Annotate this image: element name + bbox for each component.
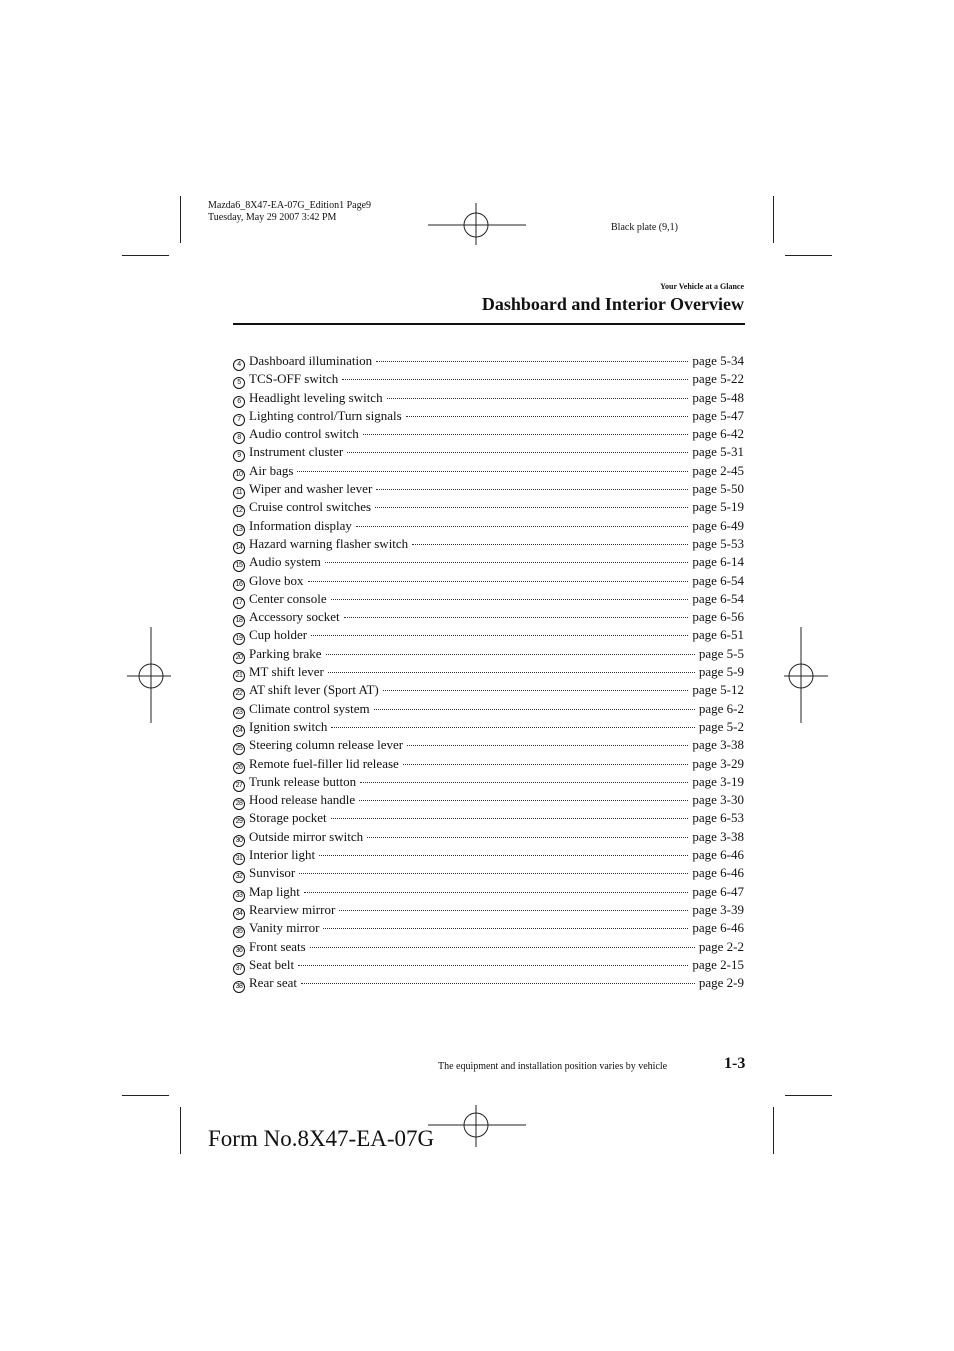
item-page-ref: page 5-47: [692, 407, 744, 423]
list-item: [233, 553, 744, 571]
title-divider: [233, 323, 745, 325]
list-item: [233, 407, 744, 425]
registration-mark-icon: [428, 1105, 526, 1147]
registration-mark-icon: [428, 203, 526, 245]
list-item: [233, 480, 744, 498]
page-number: 1-3: [724, 1055, 746, 1072]
item-label: Sunvisor: [249, 865, 296, 881]
print-meta-line1: Mazda6_8X47-EA-07G_Edition1 Page9: [208, 200, 372, 211]
item-label: Air bags: [249, 462, 294, 478]
print-meta: [208, 200, 371, 224]
list-item: [233, 498, 744, 516]
dot-leader: [367, 836, 688, 838]
dot-leader: [407, 744, 688, 746]
item-label: AT shift lever (Sport AT): [249, 682, 379, 698]
item-number-badge: 35: [233, 926, 245, 938]
list-item: [233, 370, 744, 388]
item-number-badge: 22: [233, 688, 245, 700]
item-number-badge: 19: [233, 633, 245, 645]
item-page-ref: page 3-29: [692, 755, 744, 771]
list-item: [233, 389, 744, 407]
item-label: Instrument cluster: [249, 444, 344, 460]
item-page-ref: page 6-54: [692, 572, 744, 588]
item-number-badge: 21: [233, 670, 245, 682]
item-number-badge: 23: [233, 707, 245, 719]
dot-leader: [342, 378, 688, 380]
dot-leader: [308, 580, 689, 582]
item-page-ref: page 5-2: [698, 718, 744, 734]
item-number-badge: 32: [233, 871, 245, 883]
item-label: Parking brake: [249, 645, 322, 661]
item-number-badge: 31: [233, 853, 245, 865]
item-number-badge: 16: [233, 579, 245, 591]
item-page-ref: page 6-53: [692, 810, 744, 826]
dot-leader: [331, 598, 689, 600]
item-page-ref: page 5-31: [692, 444, 744, 460]
item-page-ref: page 6-51: [692, 627, 744, 643]
item-label: Seat belt: [249, 956, 295, 972]
print-meta-line2: Tuesday, May 29 2007 3:42 PM: [208, 212, 337, 223]
list-item: [233, 846, 744, 864]
item-label: Remote fuel-filler lid release: [249, 755, 399, 771]
list-item: [233, 828, 744, 846]
item-number-badge: 13: [233, 524, 245, 536]
item-label: Interior light: [249, 847, 316, 863]
item-number-badge: 14: [233, 542, 245, 554]
list-item: [233, 626, 744, 644]
item-number-badge: 30: [233, 835, 245, 847]
item-page-ref: page 3-30: [692, 792, 744, 808]
item-page-ref: page 2-45: [692, 462, 744, 478]
list-item: [233, 974, 744, 992]
list-item: [233, 700, 744, 718]
item-number-badge: 28: [233, 798, 245, 810]
list-item: [233, 718, 744, 736]
item-number-badge: 20: [233, 652, 245, 664]
item-page-ref: page 3-19: [692, 773, 744, 789]
dot-leader: [412, 543, 688, 545]
item-number-badge: 38: [233, 981, 245, 993]
form-number: Form No.8X47-EA-07G: [208, 1126, 435, 1151]
dot-leader: [376, 360, 688, 362]
list-item: [233, 517, 744, 535]
dot-leader: [311, 634, 688, 636]
dot-leader: [297, 470, 688, 472]
item-number-badge: 24: [233, 725, 245, 737]
item-page-ref: page 5-5: [698, 645, 744, 661]
item-page-ref: page 6-46: [692, 847, 744, 863]
dot-leader: [374, 708, 695, 710]
item-page-ref: page 6-54: [692, 590, 744, 606]
item-page-ref: page 5-48: [692, 389, 744, 405]
item-page-ref: page 5-19: [692, 499, 744, 515]
list-item: [233, 901, 744, 919]
item-label: Steering column release lever: [249, 737, 404, 753]
list-item: [233, 425, 744, 443]
item-page-ref: page 6-2: [698, 700, 744, 716]
item-number-badge: 18: [233, 615, 245, 627]
list-item: [233, 864, 744, 882]
list-item: [233, 663, 744, 681]
item-label: Headlight leveling switch: [249, 389, 383, 405]
item-label: Hood release handle: [249, 792, 356, 808]
item-label: TCS-OFF switch: [249, 371, 339, 387]
item-label: Map light: [249, 883, 300, 899]
item-label: Audio system: [249, 554, 321, 570]
item-number-badge: 29: [233, 816, 245, 828]
list-item: [233, 443, 744, 461]
footer-note: The equipment and installation position varies by vehicle: [438, 1061, 668, 1072]
black-plate-label: Black plate (9,1): [611, 222, 678, 233]
dot-leader: [406, 415, 689, 417]
item-page-ref: page 6-56: [692, 609, 744, 625]
item-page-ref: page 3-38: [692, 828, 744, 844]
item-number-badge: 11: [233, 487, 245, 499]
item-page-ref: page 6-47: [692, 883, 744, 899]
dot-leader: [360, 781, 688, 783]
registration-mark-icon: [127, 627, 171, 723]
item-label: Hazard warning flasher switch: [249, 535, 409, 551]
dot-leader: [376, 488, 688, 490]
item-label: Accessory socket: [249, 609, 340, 625]
dot-leader: [326, 653, 695, 655]
list-item: [233, 956, 744, 974]
item-number-badge: 10: [233, 469, 245, 481]
item-label: Cruise control switches: [249, 499, 372, 515]
item-number-badge: 7: [233, 414, 245, 426]
item-number-badge: 12: [233, 505, 245, 517]
dot-leader: [298, 964, 688, 966]
dot-leader: [323, 927, 688, 929]
item-label: Ignition switch: [249, 718, 328, 734]
item-label: Wiper and washer lever: [249, 481, 373, 497]
item-page-ref: page 2-2: [698, 938, 744, 954]
toc-list: [233, 352, 744, 992]
item-page-ref: page 6-42: [692, 426, 744, 442]
dot-leader: [383, 689, 689, 691]
item-number-badge: 15: [233, 560, 245, 572]
item-label: Storage pocket: [249, 810, 327, 826]
registration-mark-icon: [784, 627, 828, 723]
item-page-ref: page 5-53: [692, 535, 744, 551]
dot-leader: [344, 616, 689, 618]
dot-leader: [299, 872, 688, 874]
item-label: Cup holder: [249, 627, 308, 643]
dot-leader: [331, 726, 695, 728]
item-number-badge: 17: [233, 597, 245, 609]
item-page-ref: page 6-49: [692, 517, 744, 533]
dot-leader: [347, 451, 688, 453]
list-item: [233, 773, 744, 791]
dot-leader: [356, 525, 688, 527]
item-label: Information display: [249, 517, 352, 533]
list-item: [233, 919, 744, 937]
item-number-badge: 37: [233, 963, 245, 975]
list-item: [233, 883, 744, 901]
dot-leader: [403, 763, 689, 765]
list-item: [233, 681, 744, 699]
item-label: Glove box: [249, 572, 304, 588]
page-title: Dashboard and Interior Overview: [481, 294, 744, 314]
item-label: Audio control switch: [249, 426, 359, 442]
list-item: [233, 645, 744, 663]
dot-leader: [363, 433, 689, 435]
item-page-ref: page 5-50: [692, 481, 744, 497]
list-item: [233, 736, 744, 754]
item-page-ref: page 2-9: [698, 975, 744, 991]
item-page-ref: page 2-15: [692, 956, 744, 972]
list-item: [233, 608, 744, 626]
dot-leader: [375, 506, 688, 508]
item-label: Rear seat: [249, 975, 298, 991]
item-label: Front seats: [249, 938, 306, 954]
item-number-badge: 27: [233, 780, 245, 792]
dot-leader: [304, 891, 688, 893]
dot-leader: [301, 982, 695, 984]
dot-leader: [319, 854, 688, 856]
item-label: Climate control system: [249, 700, 370, 716]
item-number-badge: 26: [233, 762, 245, 774]
item-number-badge: 6: [233, 396, 245, 408]
dot-leader: [359, 799, 688, 801]
item-page-ref: page 3-38: [692, 737, 744, 753]
item-label: Dashboard illumination: [249, 353, 373, 368]
list-item: [233, 535, 744, 553]
list-item: [233, 572, 744, 590]
item-label: Center console: [249, 590, 327, 606]
item-number-badge: 34: [233, 908, 245, 920]
item-page-ref: page 5-34: [692, 353, 744, 368]
item-number-badge: 9: [233, 450, 245, 462]
item-page-ref: page 3-39: [692, 901, 744, 917]
section-label: Your Vehicle at a Glance: [660, 282, 744, 291]
list-item: [233, 590, 744, 608]
dot-leader: [387, 397, 689, 399]
dot-leader: [339, 909, 688, 911]
list-item: [233, 938, 744, 956]
dot-leader: [331, 817, 689, 819]
item-number-badge: 33: [233, 890, 245, 902]
list-item: [233, 791, 744, 809]
dot-leader: [328, 671, 695, 673]
item-page-ref: page 5-12: [692, 682, 744, 698]
item-label: MT shift lever: [249, 664, 324, 680]
dot-leader: [325, 561, 689, 563]
item-page-ref: page 5-9: [698, 664, 744, 680]
item-number-badge: 4: [233, 359, 245, 371]
item-label: Trunk release button: [249, 773, 357, 789]
dot-leader: [310, 946, 695, 948]
item-page-ref: page 5-22: [692, 371, 744, 387]
list-item: [233, 462, 744, 480]
item-number-badge: 5: [233, 377, 245, 389]
item-number-badge: 8: [233, 432, 245, 444]
list-item: [233, 755, 744, 773]
list-item: [233, 809, 744, 827]
list-item: [233, 352, 744, 370]
item-number-badge: 36: [233, 945, 245, 957]
item-page-ref: page 6-46: [692, 920, 744, 936]
item-label: Lighting control/Turn signals: [249, 407, 402, 423]
item-label: Outside mirror switch: [249, 828, 364, 844]
item-number-badge: 25: [233, 743, 245, 755]
item-label: Rearview mirror: [249, 901, 336, 917]
item-page-ref: page 6-46: [692, 865, 744, 881]
item-page-ref: page 6-14: [692, 554, 744, 570]
item-label: Vanity mirror: [249, 920, 320, 936]
